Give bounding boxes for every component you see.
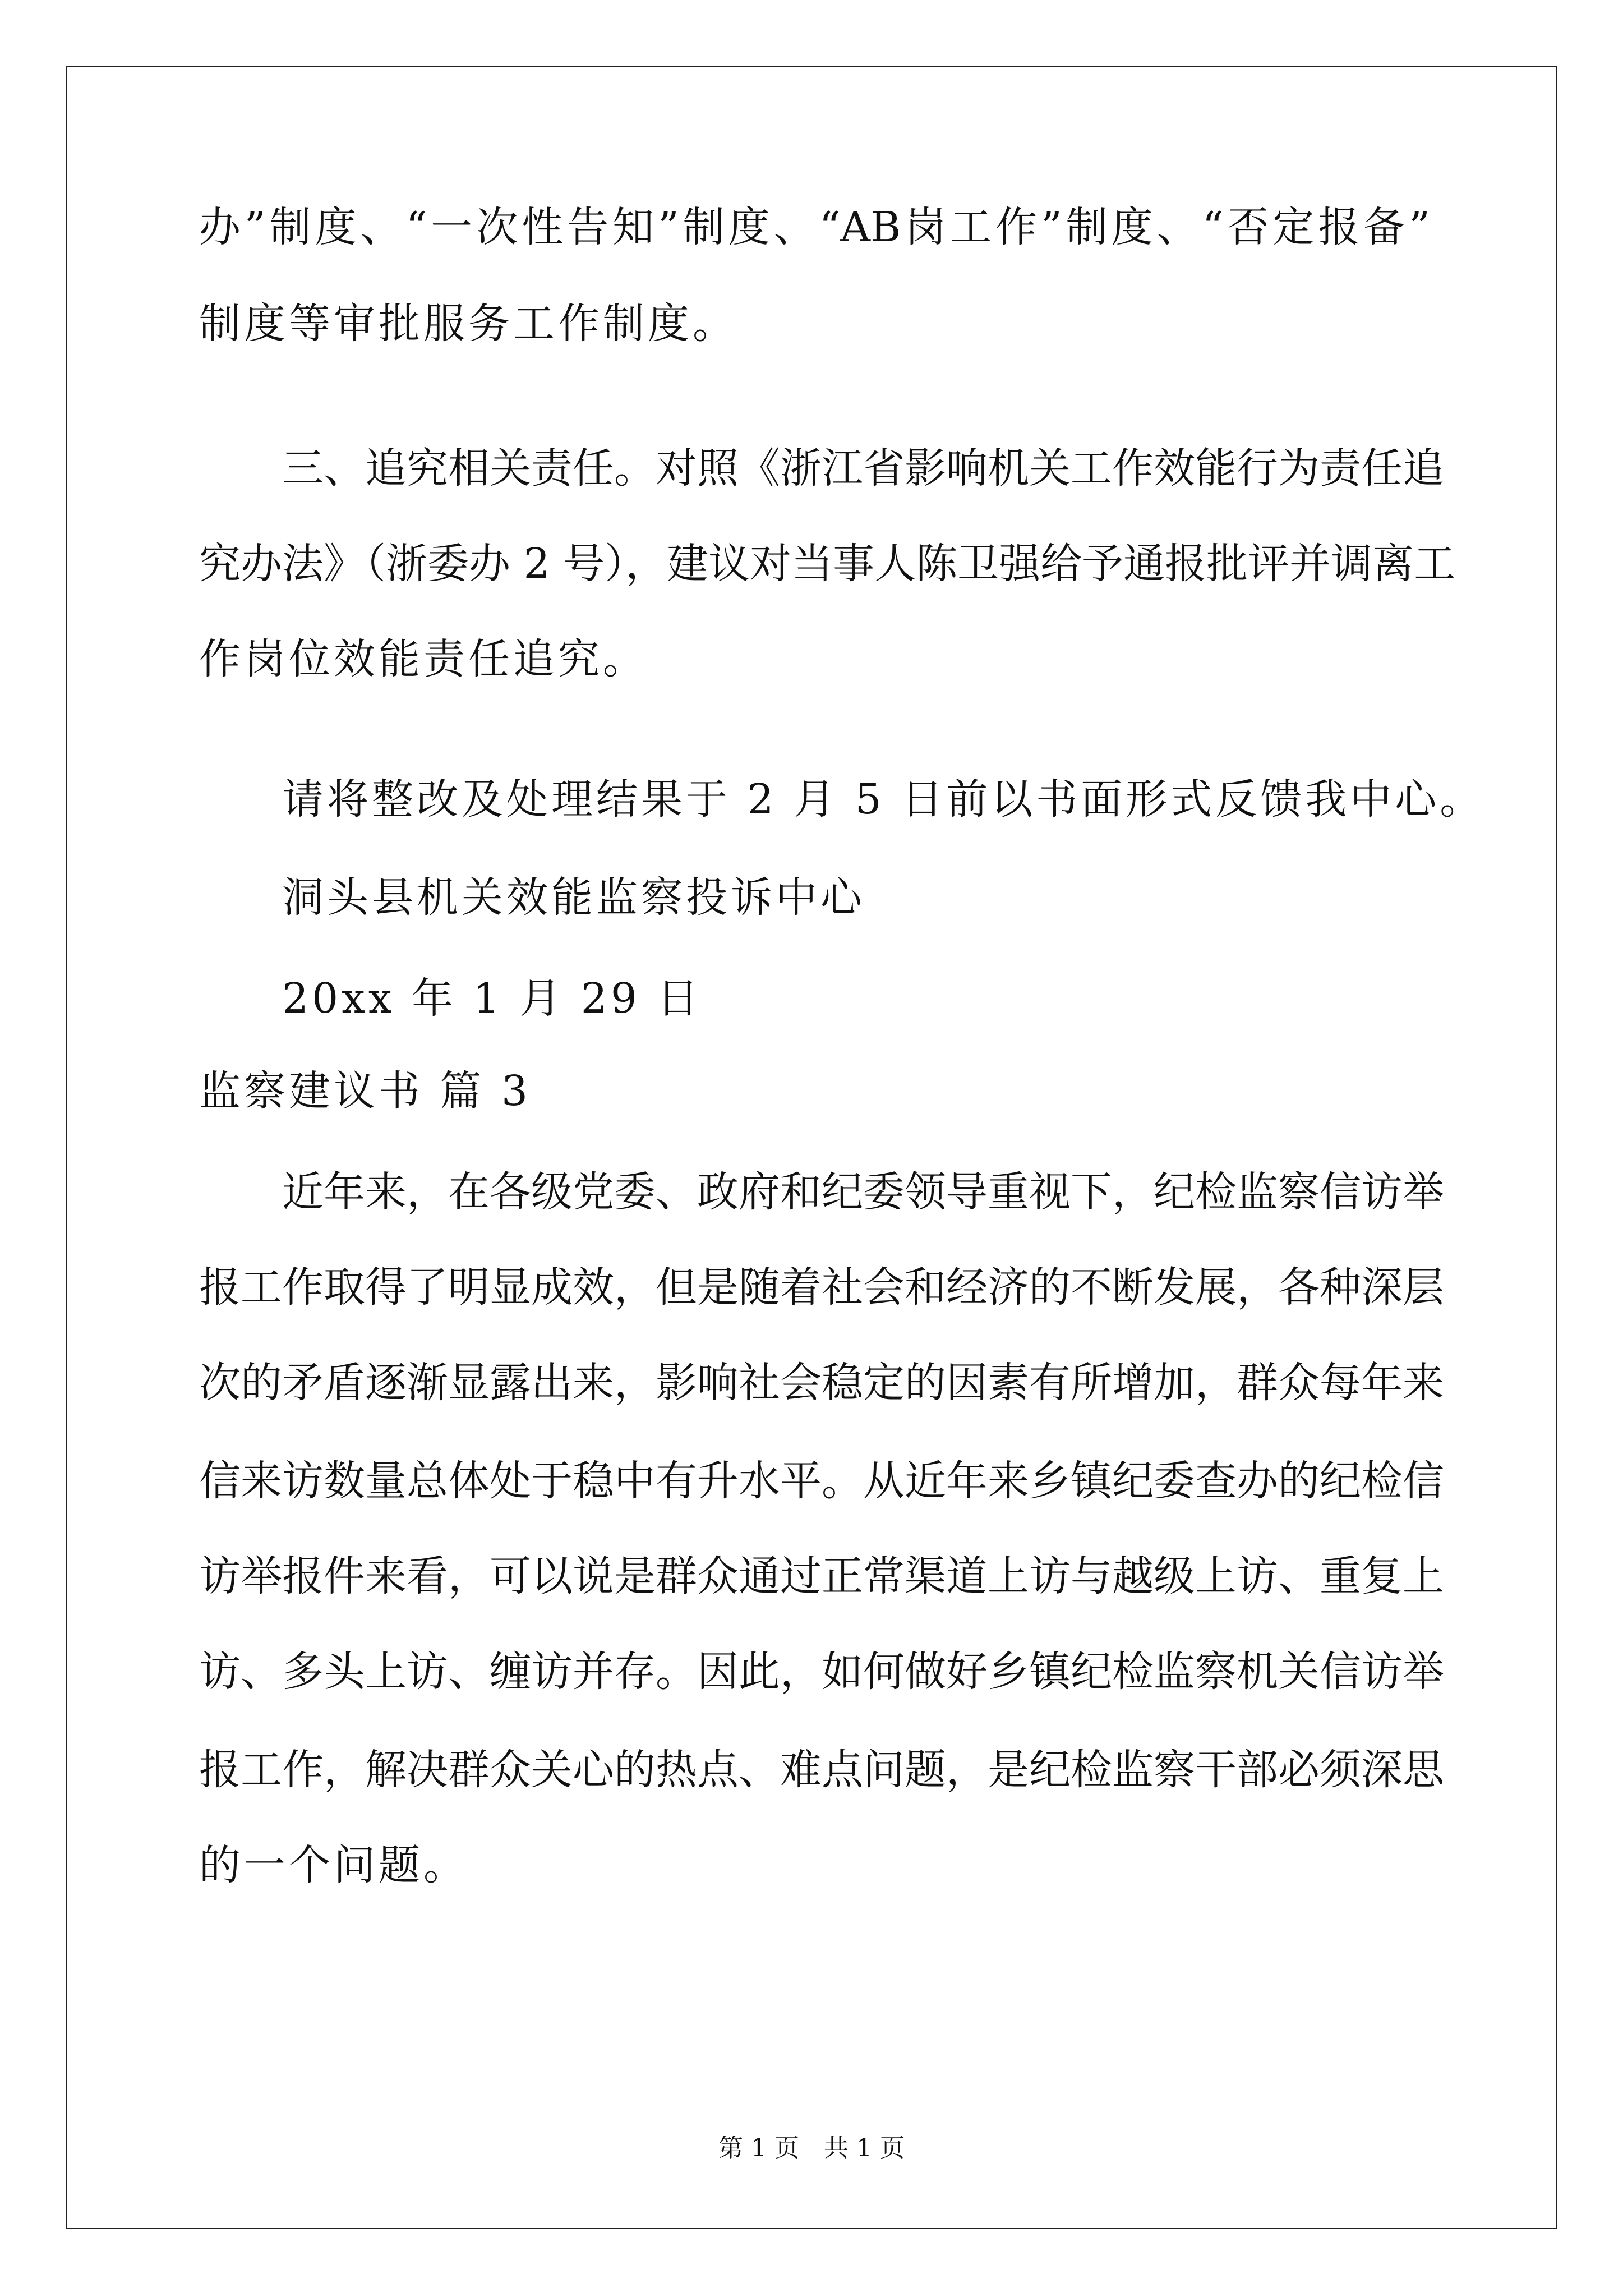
text-line: 请将整改及处理结果于 2 月 5 日前以书面形式反馈我中心。 [282,775,1485,823]
text-line: 信来访数量总体处于稳中有升水平。从近年来乡镇纪委查办的纪检信 [199,1457,1444,1505]
text-line: 近年来，在各级党委、政府和纪委领导重视下，纪检监察信访举 [282,1168,1444,1216]
text-line: 作岗位效能责任追究。 [199,635,648,683]
text-line: 三、追究相关责任。对照《浙江省影响机关工作效能行为责任追 [282,444,1444,493]
page-border [66,66,1557,2229]
text-line: 访举报件来看，可以说是群众通过正常渠道上访与越级上访、重复上 [199,1552,1444,1600]
section-heading: 监察建议书 篇 3 [199,1067,532,1115]
signature-date: 20xx 年 1 月 29 日 [282,974,702,1023]
text-line: 报工作取得了明显成效，但是随着社会和经济的不断发展，各种深层 [199,1263,1444,1312]
text-line: 次的矛盾逐渐显露出来，影响社会稳定的因素有所增加，群众每年来 [199,1359,1444,1407]
page-footer: 第 1 页 共 1 页 [718,2134,905,2162]
text-line: 制度等审批服务工作制度。 [199,300,737,348]
text-line: 报工作，解决群众关心的热点、难点问题，是纪检监察干部必须深思 [199,1746,1444,1794]
text-line: 的一个问题。 [199,1841,468,1889]
text-line: 究办法》（浙委办 2 号），建议对当事人陈卫强给予通报批评并调离工 [199,540,1456,588]
signature-org: 洞头县机关效能监察投诉中心 [282,873,865,922]
text-line: 办”制度、“一次性告知”制度、“AB岗工作”制度、“否定报备” [199,203,1430,251]
text-line: 访、多头上访、缠访并存。因此，如何做好乡镇纪检监察机关信访举 [199,1648,1444,1696]
